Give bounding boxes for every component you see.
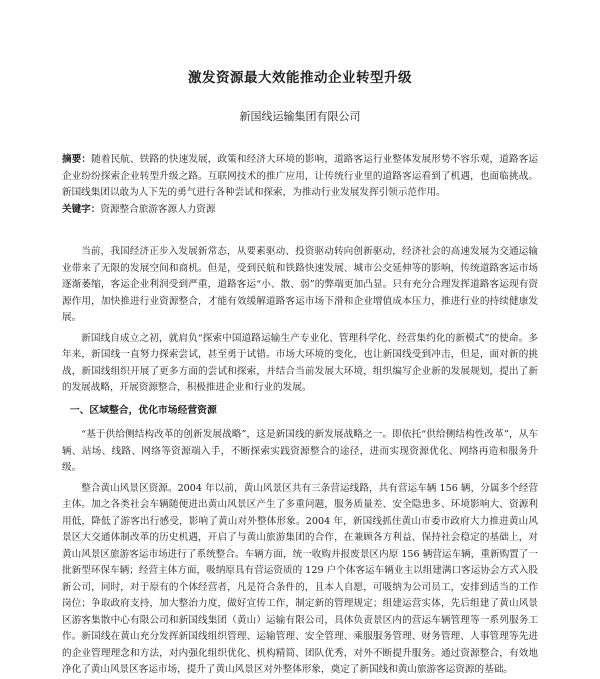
keywords-text: 资源整合旅游客源人力资源 [100, 203, 216, 215]
keywords-label: 关键字： [62, 203, 101, 215]
body-paragraph-1: 当前，我国经济正步入发展新常态，从要素驱动、投资驱动转向创新驱动，经济社会的高速发展为交通运输业带来了无限的发展空间和商机。但是，受到民航和铁路快速发展、城市公交延伸等的影响，传统道路客运市场逐渐萎缩，客运企业利润受到严重，道路客运“小、散、弱”的弊端更加凸显。只有充分合理发挥道路客运现有资源作用，加快推进行业资源整合，才能有效缓解道路客运市场下滑和企业增值成本压力，推进行业的持续健康发展。 [62, 246, 538, 323]
section1-paragraph-2: 整合黄山风景区资源。2004 年以前，黄山风景区共有三条营运线路，共有营运车辆 156 辆，分属多个经营主体。加之各类社会车辆随便进出黄山风景区产生了多重问题，服务质量差、安全隐患多、环境影响大、资源利用低，降低了游客出行感受，影响了黄山对外整体形象。2004 年，新国线抓住黄山市委市政府大力推进黄山风景区大交通体制改革的历史机遇，开启了与黄山旅游集团的合作，在兼顾各方利益、保持社会稳定的基础上，对黄山风景区旅游客运市场进行了系统整合。车辆方面，统一收购并报废景区内原 156 辆营运车辆，重新购置了一批新型环保车辆；经营主体方面，吸纳原具有营运资质的 129 户个体客运车辆业主以组建满口客运协会方式入股新公司，同时，对于原有的个体经营者，凡是符合条件的，且本人自愿，可吸纳为公司员工，安排到适当的工作岗位；争取政府支持，加大整治力度，做好宣传工作，制定新的管理规定；组建运营实体，先后组建了黄山风景区游客集散中心有限公司和新国线集团（黄山）运输有限公司，具体负责景区内的营运车辆管理等一系列服务工作。新国线在黄山充分发挥新国线组织管理、运输管理、安全管理、乘服服务管理、财务管理、人事管理等先进的企业管理理念和方法，对内强化组织优化、机构精简、团队优秀，对外不断提升服务。通过资源整合，有效地净化了黄山风景区客运市场，提升了黄山风景区对外整体形象，奠定了新国线和黄山旅游客运资源的基础。 [62, 482, 538, 675]
paper-author: 新国线运输集团有限公司 [239, 110, 361, 123]
abstract-text: 随着民航、铁路的快速发展，政策和经济大环境的影响，道路客运行业整体发展形势不容乐观，道路客运企业纷纷探索企业转型升级之路。互联网技术的推广应用，让传统行业里的道路客运看到了机遇，也面临挑战。新国线集团以敢为人下先的勇气进行各种尝试和探索，为推动行业发展发挥引领示范作用。 [62, 154, 539, 198]
keywords [62, 202, 538, 219]
section-heading-1: 一、区域整合，优化市场经营资源 [69, 404, 217, 416]
section1-paragraph-1: “基于供给侧结构改革的创新发展战略”，这是新国线的新发展战略之一。即依托“供给侧结构性改革”，从车辆、站场、线路、网络等资源端入手，不断探索实践资源整合的途径，进而实现资源优化、网络再造和服务升级。 [62, 429, 538, 473]
paper-title: 激发资源最大效能推动企业转型升级 [188, 70, 412, 86]
body-paragraph-2: 新国线自成立之初，就肩负“探索中国道路运输生产专业化、管理科学化、经营集约化的新模式”的使命。多年来，新国线一直努力探索尝试，甚至勇于试错。市场大环境的变化，也让新国线受到冲击，但是，面对新的挑战，新国线组织开展了更多方面的尝试和探索，并结合当前发展大环境，组织编写企业新的发展规划，提出了新的发展战略，开展资源整合，积极推进企业和行业的发展。 [62, 332, 538, 393]
abstract [62, 152, 538, 202]
abstract-label: 摘要： [62, 154, 92, 165]
